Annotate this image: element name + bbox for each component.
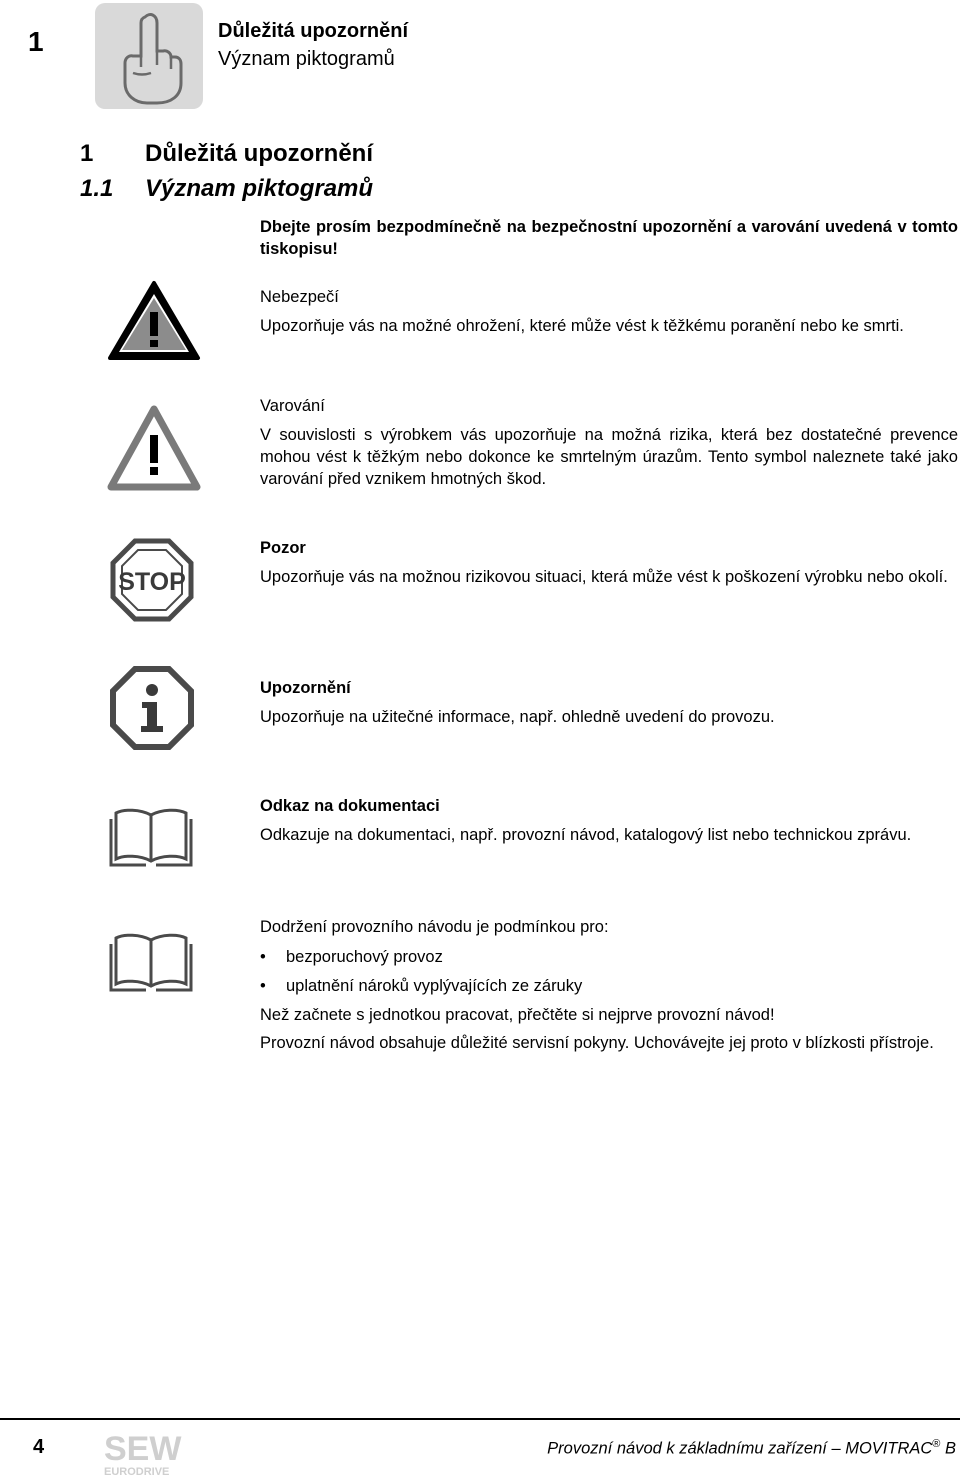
- documentation-title: Odkaz na dokumentaci: [260, 797, 440, 815]
- page-number: 4: [33, 1436, 45, 1458]
- logo-text: SEW: [104, 1430, 182, 1468]
- danger-block: [260, 288, 958, 337]
- warning-text: V souvislosti s výrobkem vás upozorňuje na možná rizika, která bez dostatečné prevence mohou vést k těžkým nebo dokonce ke smrtelným úrazům. Tento symbol naleznete také jako varování před vznikem hmotných škod.: [260, 426, 958, 488]
- list-item: • bezporuchový provoz: [260, 946, 958, 968]
- danger-triangle-icon: [107, 280, 201, 367]
- heading-1-text: Důležitá upozornění: [145, 140, 373, 167]
- notice-title: Upozornění: [260, 679, 351, 697]
- registered-mark: ®: [932, 1438, 941, 1450]
- notice-text: Upozorňuje na užitečné informace, např. ohledně uvedení do provozu.: [260, 708, 775, 726]
- heading-1-number: 1: [80, 140, 94, 167]
- documentation-text: Odkazuje na dokumentaci, např. provozní návod, katalogový list nebo technickou zprávu.: [260, 826, 912, 844]
- header-title: Důležitá upozornění: [218, 20, 408, 42]
- manual-paragraph-2: Provozní návod obsahuje důležité servisní pokyny. Uchovávejte jej proto v blízkosti přístroje.: [260, 1034, 934, 1052]
- notice-block: [260, 679, 958, 728]
- stop-sign-icon: [110, 538, 194, 627]
- sew-eurodrive-logo: [100, 1430, 210, 1483]
- chapter-number: 1: [28, 26, 44, 57]
- logo-subtext: EURODRIVE: [104, 1466, 170, 1478]
- section-heading-1-1: [80, 175, 373, 203]
- manual-paragraph-1: Než začnete s jednotkou pracovat, přečtěte si nejprve provozní návod!: [260, 1006, 775, 1024]
- warning-block: [260, 397, 958, 490]
- info-octagon-icon: [110, 666, 194, 755]
- list-item: • uplatnění nároků vyplývajících ze záruky: [260, 975, 958, 997]
- manual-block: [260, 916, 958, 1060]
- section-heading-1: [80, 140, 373, 168]
- warning-title: Varování: [260, 397, 325, 415]
- stop-sign-text: STOP: [118, 568, 186, 596]
- danger-text: Upozorňuje vás na možné ohrožení, které může vést k těžkému poranění nebo ke smrti.: [260, 317, 904, 335]
- manual-bullet-list: [260, 946, 958, 997]
- caution-text: Upozorňuje vás na možnou rizikovou situaci, která může vést k poškození výrobku nebo okolí.: [260, 568, 948, 586]
- manual-lead: Dodržení provozního návodu je podmínkou pro:: [260, 918, 609, 936]
- warning-triangle-icon: [107, 405, 201, 496]
- footer-suffix: B: [940, 1439, 956, 1458]
- heading-2-number: 1.1: [80, 175, 114, 202]
- open-book-icon: [108, 805, 194, 874]
- footer-divider: [0, 1418, 960, 1420]
- open-book-icon: [108, 930, 194, 999]
- danger-title: Nebezpečí: [260, 288, 339, 306]
- footer-document-title: [547, 1438, 956, 1459]
- pointing-hand-icon: [95, 3, 203, 109]
- footer-title-text: Provozní návod k základnímu zařízení – MOVITRAC: [547, 1439, 933, 1458]
- caution-title: Pozor: [260, 539, 306, 557]
- heading-2-text: Význam piktogramů: [145, 175, 374, 202]
- caution-block: [260, 539, 958, 588]
- documentation-block: [260, 797, 958, 846]
- intro-text: Dbejte prosím bezpodmínečně na bezpečnostní upozornění a varování uvedená v tomto tiskopisu!: [260, 218, 958, 258]
- header-subtitle: Význam piktogramů: [218, 48, 395, 70]
